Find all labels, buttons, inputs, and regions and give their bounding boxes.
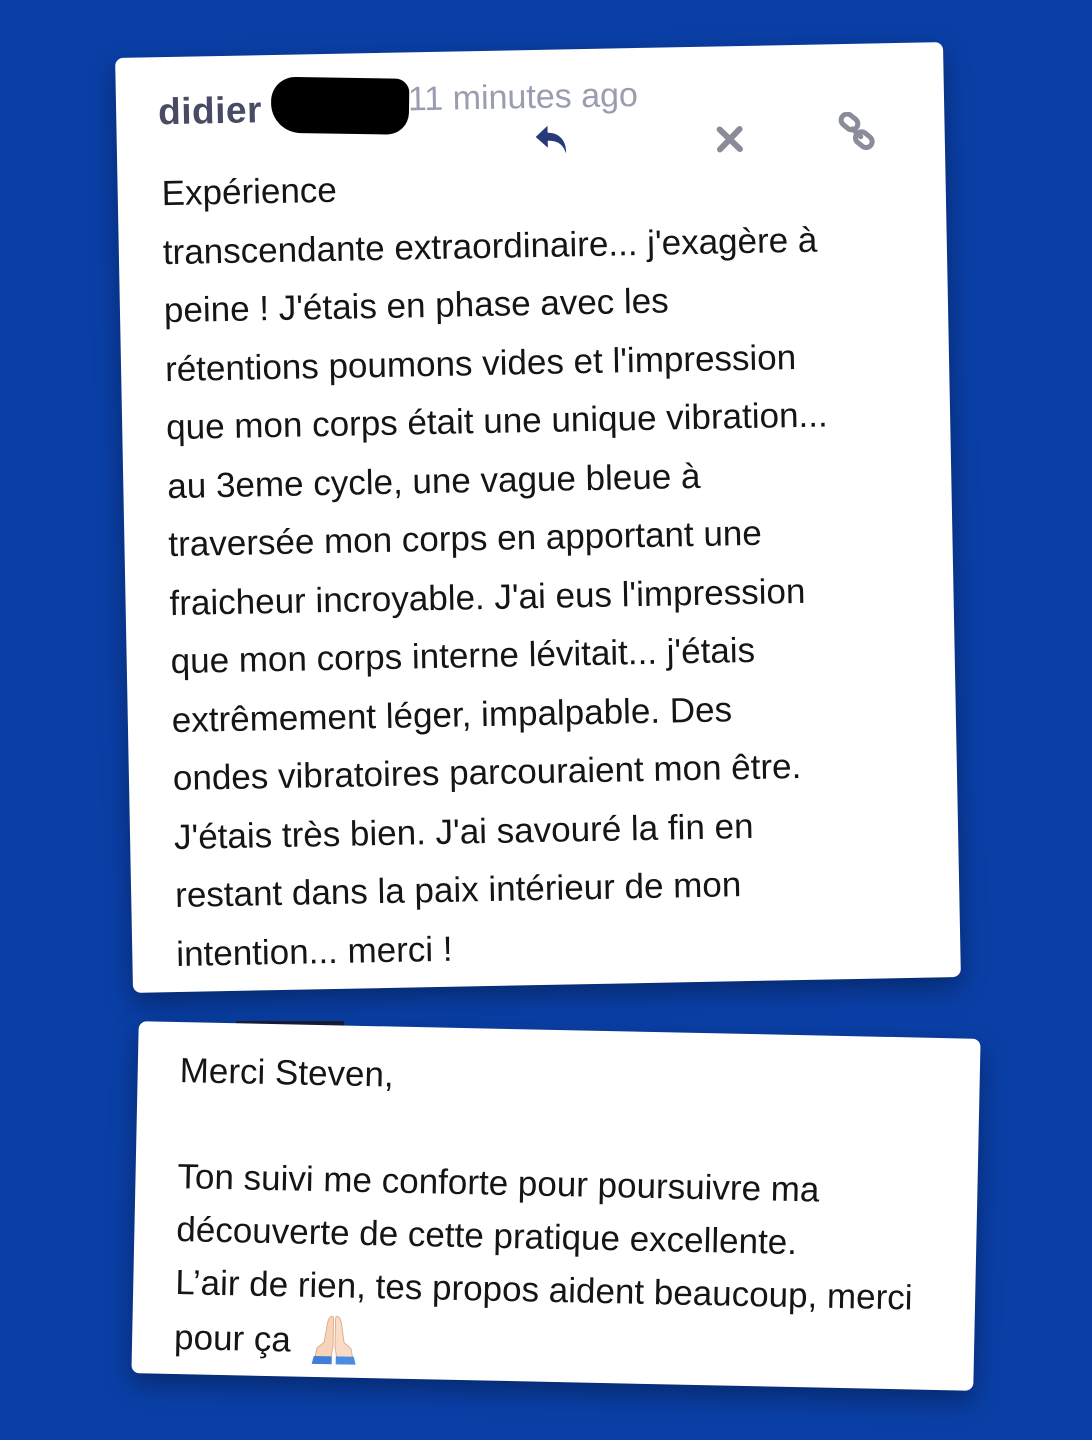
redaction-mark [271, 77, 410, 135]
comment-line: ondes vibratoires parcouraient mon être. [172, 746, 802, 799]
reply-line: découverte de cette pratique excellente. [176, 1210, 798, 1263]
reply-line: Ton suivi me conforte pour poursuivre ma [177, 1157, 820, 1210]
close-icon[interactable] [714, 124, 745, 155]
reply-greeting: Merci Steven, [179, 1051, 395, 1095]
praying-hands-icon [308, 1312, 361, 1365]
reply-line: L’air de rien, tes propos aident beaucoup, merci [174, 1263, 913, 1318]
reply-arrow-icon[interactable] [532, 121, 573, 158]
reply-last-text: pour ça [173, 1318, 292, 1360]
comment-line: Expérience [161, 170, 338, 214]
comment-body [161, 151, 937, 984]
comment-line: transcendante extraordinaire... j'exagère à [162, 220, 818, 272]
chain-link-icon[interactable] [836, 111, 877, 152]
comment-author[interactable]: didier [157, 89, 263, 133]
comment-timestamp: 11 minutes ago [407, 76, 639, 119]
comment-line: fraicheur incroyable. J'ai eus l'impression [169, 571, 806, 623]
comment-line: restant dans la paix intérieur de mon [174, 865, 742, 916]
reply-body [174, 1044, 961, 1380]
comment-line: peine ! J'étais en phase avec les [163, 281, 670, 331]
comment-line: extrêmement léger, impalpable. Des [171, 689, 733, 740]
comment-line: que mon corps était une unique vibration... [165, 395, 828, 448]
comment-card [115, 42, 961, 993]
comment-line: que mon corps interne lévitait... j'étais [170, 630, 756, 682]
comment-line: rétentions poumons vides et l'impression [164, 337, 797, 389]
comment-line: traversée mon corps en apportant une [168, 513, 763, 565]
comment-line: intention... merci ! [175, 929, 453, 974]
comment-line: au 3eme cycle, une vague bleue à [166, 456, 701, 506]
comment-line: J'étais très bien. J'ai savouré la fin en [173, 806, 754, 857]
reply-card [131, 1021, 980, 1391]
